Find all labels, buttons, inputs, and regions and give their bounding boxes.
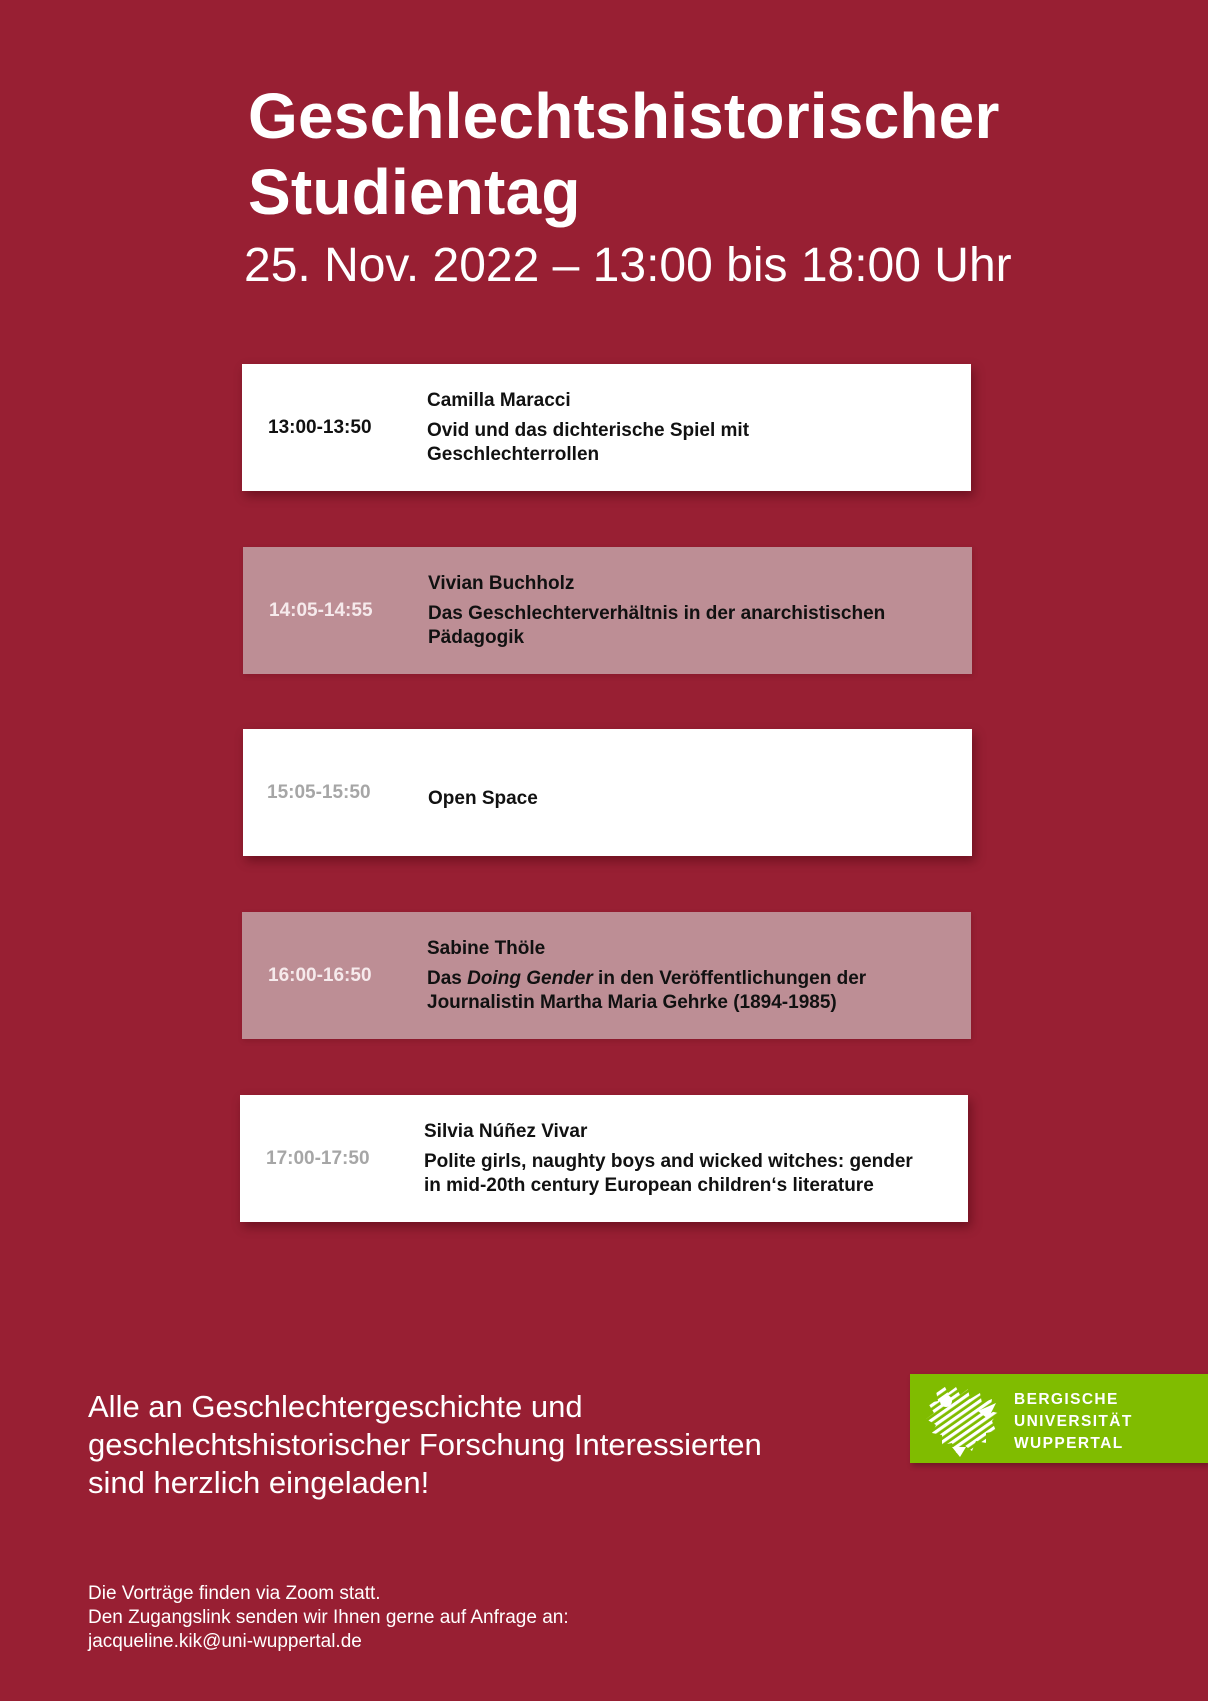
talk-title-line: Das Geschlechterverhältnis in der anarchistischen	[428, 602, 886, 624]
university-name-line: BERGISCHE	[1014, 1391, 1119, 1408]
speaker-name: Silvia Núñez Vivar	[424, 1120, 588, 1142]
talk-title-emphasis: Doing Gender	[467, 967, 593, 989]
invitation-line: geschlechtshistorischer Forschung Interessierten	[88, 1427, 762, 1462]
speaker-name: Camilla Maracci	[427, 389, 571, 411]
footer-info	[88, 1582, 569, 1654]
slot-body	[424, 1095, 960, 1222]
slot-time: 17:00-17:50	[266, 1147, 370, 1169]
talk-title-line: Polite girls, naughty boys and wicked witches: gender	[424, 1150, 913, 1172]
talk-title	[428, 602, 954, 650]
talk-title-text: in den Veröffentlichungen der	[592, 967, 867, 989]
talk-title-line: Geschlechterrollen	[427, 443, 600, 465]
talk-title-line: Journalistin Martha Maria Gehrke (1894-1985)	[427, 991, 837, 1013]
talk-title-line: Pädagogik	[428, 626, 525, 648]
lion-emblem-icon	[922, 1381, 1002, 1457]
contact-email: jacqueline.kik@uni-wuppertal.de	[88, 1631, 362, 1652]
university-name-line: UNIVERSITÄT	[1014, 1413, 1133, 1430]
schedule-slot	[242, 912, 971, 1039]
talk-title-text: Das	[427, 967, 468, 989]
talk-title-line: in mid-20th century European children‘s literature	[424, 1174, 874, 1196]
schedule-slot	[243, 547, 972, 674]
talk-title-line: Ovid und das dichterische Spiel mit	[427, 419, 750, 441]
slot-body	[427, 364, 953, 491]
slot-time: 14:05-14:55	[269, 599, 373, 621]
schedule-slot	[240, 1095, 968, 1222]
university-name	[1014, 1389, 1133, 1455]
schedule-slot	[242, 364, 971, 491]
slot-time: 13:00-13:50	[268, 416, 372, 438]
talk-title: Open Space	[428, 787, 538, 809]
event-date-time: 25. Nov. 2022 – 13:00 bis 18:00 Uhr	[244, 239, 1012, 292]
schedule-slot	[243, 729, 972, 856]
slot-body	[427, 912, 953, 1039]
slot-body	[428, 729, 954, 862]
footer-line: Den Zugangslink senden wir Ihnen gerne auf Anfrage an:	[88, 1607, 569, 1628]
slot-time: 15:05-15:50	[267, 781, 371, 803]
university-logo	[910, 1374, 1208, 1463]
speaker-name: Sabine Thöle	[427, 937, 546, 959]
poster-title	[248, 78, 1000, 230]
footer-line: Die Vorträge finden via Zoom statt.	[88, 1583, 381, 1604]
slot-time: 16:00-16:50	[268, 964, 372, 986]
invitation-line: Alle an Geschlechtergeschichte und	[88, 1389, 583, 1424]
invitation-text	[88, 1388, 762, 1502]
talk-title	[427, 967, 953, 1015]
invitation-line: sind herzlich eingeladen!	[88, 1465, 430, 1500]
talk-title	[424, 1150, 960, 1198]
university-name-line: WUPPERTAL	[1014, 1435, 1124, 1452]
speaker-name: Vivian Buchholz	[428, 572, 575, 594]
title-line-1: Geschlechtshistorischer	[248, 80, 1000, 152]
slot-body	[428, 547, 954, 674]
talk-title-line	[427, 967, 953, 991]
title-line-2: Studientag	[248, 156, 581, 228]
talk-title	[427, 419, 953, 467]
